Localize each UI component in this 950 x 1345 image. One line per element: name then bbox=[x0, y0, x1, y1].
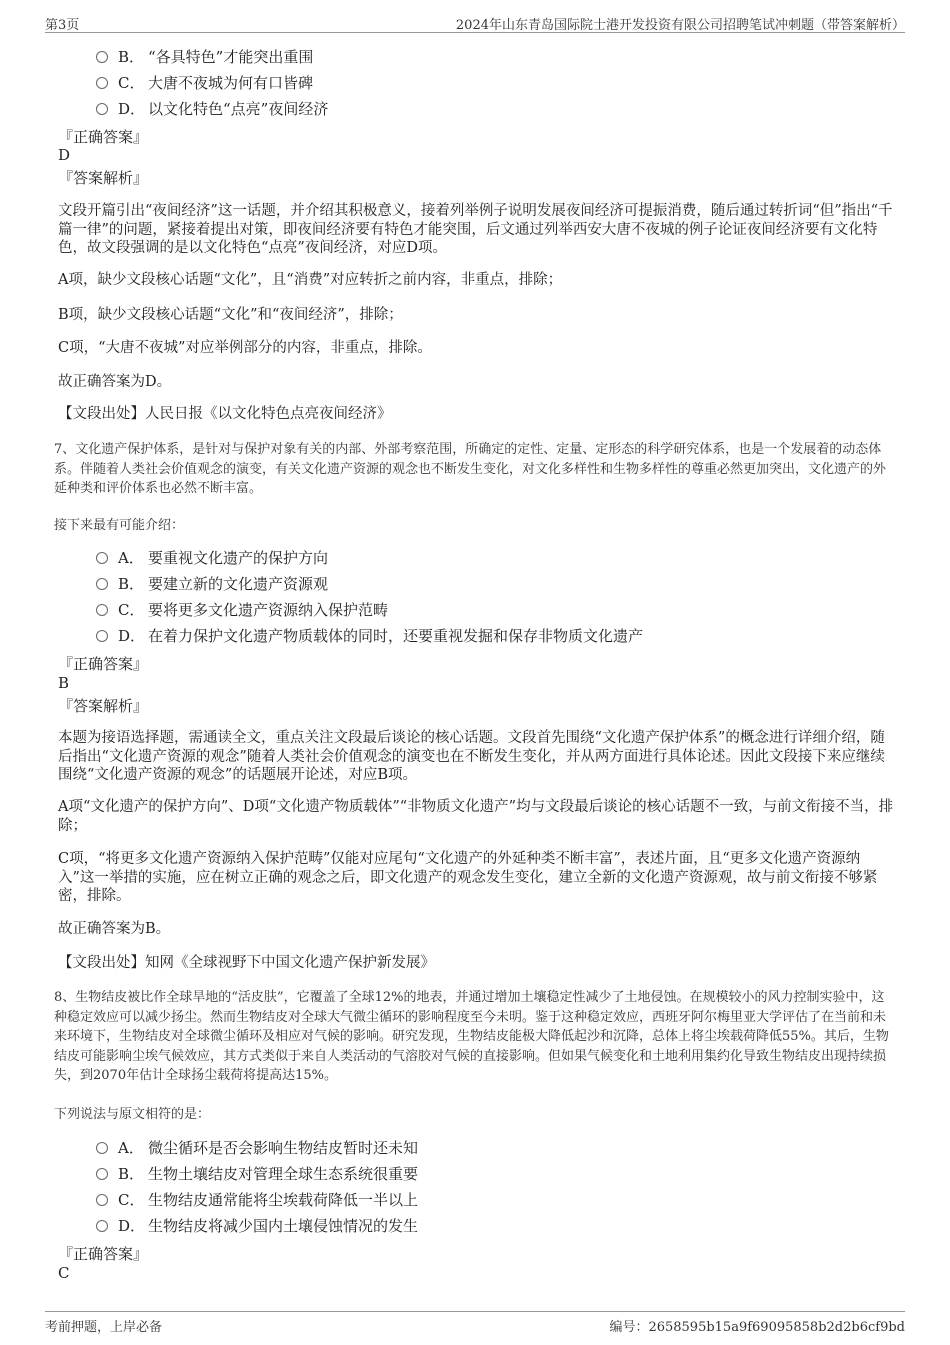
q7-option-b[interactable]: B． 要建立新的文化遗产资源观 bbox=[96, 573, 328, 595]
q7-option-a[interactable]: A． 要重视文化遗产的保护方向 bbox=[96, 547, 328, 569]
answer-value: C bbox=[58, 1264, 70, 1282]
source-citation: 【文段出处】知网《全球视野下中国文化遗产保护新发展》 bbox=[58, 955, 435, 971]
page-number: 第3页 bbox=[45, 18, 80, 33]
radio-icon[interactable] bbox=[96, 1168, 108, 1180]
analysis-paragraph: C项，“大唐不夜城”对应举例部分的内容，非重点，排除。 bbox=[58, 340, 432, 356]
radio-icon[interactable] bbox=[96, 1194, 108, 1206]
radio-icon[interactable] bbox=[96, 1142, 108, 1154]
analysis-paragraph: 故正确答案为B。 bbox=[58, 921, 171, 937]
analysis-paragraph: B项，缺少文段核心话题“文化”和“夜间经济”，排除； bbox=[58, 307, 403, 323]
analysis-paragraph: 文段开篇引出“夜间经济”这一话题，并介绍其积极意义，接着列举例子说明发展夜间经济可提振消费，随后通过转折词“但”指出“千篇一律”的问题，紧接着提出对策，即夜间经济要有特色才能突围，后文通过列举西安大唐不夜城的例子论证夜间经济要有文化特色，故文段强调的是以文化特色“点亮”夜间经济，对应D项。 bbox=[58, 203, 893, 256]
radio-icon[interactable] bbox=[96, 1220, 108, 1232]
question-text: 7、文化遗产保护体系，是针对与保护对象有关的内部、外部考察范围，所确定的定性、定量、定形态的科学研究体系，也是一个发展着的动态体系。伴随着人类社会价值观念的演变，有关文化遗产资源的观念也不断发生变化，对文化多样性和生物多样性的尊重必然更加突出，文化遗产的外延种类和评价体系也必然不断丰富。 bbox=[54, 442, 887, 496]
analysis-paragraph: A项，缺少文段核心话题“文化”，且“消费”对应转折之前内容，非重点，排除； bbox=[58, 272, 563, 288]
q7-option-d[interactable]: D． 在着力保护文化遗产物质载体的同时，还要重视发掘和保存非物质文化遗产 bbox=[96, 625, 643, 647]
question-prompt: 下列说法与原文相符的是： bbox=[54, 1107, 211, 1122]
answer-label: 『正确答案』 bbox=[58, 128, 149, 146]
q8-option-c[interactable]: C． 生物结皮通常能将尘埃载荷降低一半以上 bbox=[96, 1189, 418, 1211]
q8-option-b[interactable]: B． 生物土壤结皮对管理全球生态系统很重要 bbox=[96, 1163, 418, 1185]
analysis-paragraph: C项，“将更多文化遗产资源纳入保护范畴”仅能对应尾句“文化遗产的外延种类不断丰富”，表述片面，且“更多文化遗产资源纳入”这一举措的实施，应在树立正确的观念之后，即文化遗产的观念发生变化，建立全新的文化遗产资源观，故与前文衔接不够紧密，排除。 bbox=[58, 851, 878, 904]
answer-label: 『正确答案』 bbox=[58, 655, 149, 673]
radio-icon[interactable] bbox=[96, 552, 108, 564]
analysis-label: 『答案解析』 bbox=[58, 697, 149, 715]
q7-option-c[interactable]: C． 要将更多文化遗产资源纳入保护范畴 bbox=[96, 599, 388, 621]
analysis-paragraph: A项“文化遗产的保护方向”、D项“文化遗产物质载体”“非物质文化遗产”均与文段最后谈论的核心话题不一致，与前文衔接不当，排除； bbox=[58, 799, 894, 834]
radio-icon[interactable] bbox=[96, 51, 108, 63]
q6-option-c[interactable]: C． 大唐不夜城为何有口皆碑 bbox=[96, 72, 313, 94]
analysis-label: 『答案解析』 bbox=[58, 169, 149, 187]
document-id: 编号：2658595b15a9f69095858b2d2b6cf9bd bbox=[609, 1320, 905, 1335]
radio-icon[interactable] bbox=[96, 604, 108, 616]
radio-icon[interactable] bbox=[96, 77, 108, 89]
question-prompt: 接下来最有可能介绍： bbox=[54, 518, 185, 533]
question-text: 8、生物结皮被比作全球旱地的“活皮肤”，它覆盖了全球12%的地表，并通过增加土壤稳定性减少了土地侵蚀。在规模较小的风力控制实验中，这种稳定效应可以减少扬尘。然而生物结皮对全球大气微尘循环的影响程度至今未明。鉴于这种稳定效应，西班牙阿尔梅里亚大学评估了在当前和未来环境下，生物结皮对全球微尘循环及相应对气候的影响。研究发现，生物结皮能极大降低起沙和沉降，总体上将尘埃载荷降低55%。其后，生物结皮可能影响尘埃气候效应，其方式类似于来自人类活动的气溶胶对气候的直接影响。但如果气候变化和土地利用集约化导致生物结皮出现持续损失，到2070年估计全球扬尘载荷将提高达15%。 bbox=[54, 990, 889, 1083]
source-citation: 【文段出处】人民日报《以文化特色点亮夜间经济》 bbox=[58, 406, 392, 422]
answer-value: B bbox=[58, 674, 70, 692]
answer-value: D bbox=[58, 146, 71, 164]
analysis-paragraph: 本题为接语选择题，需通读全文，重点关注文段最后谈论的核心话题。文段首先围绕“文化遗产保护体系”的概念进行详细介绍，随后指出“文化遗产资源的观念”随着人类社会价值观念的演变也在不断发生变化，并从两方面进行具体论述。因此文段接下来应继续围绕“文化遗产资源的观念”的话题展开论述，对应B项。 bbox=[58, 730, 885, 783]
page-footer bbox=[45, 1311, 905, 1338]
radio-icon[interactable] bbox=[96, 103, 108, 115]
radio-icon[interactable] bbox=[96, 578, 108, 590]
q6-option-d[interactable]: D． 以文化特色“点亮”夜间经济 bbox=[96, 98, 328, 120]
analysis-paragraph: 故正确答案为D。 bbox=[58, 374, 172, 390]
page-header bbox=[45, 10, 905, 33]
q6-option-b[interactable]: B． “各具特色”才能突出重围 bbox=[96, 46, 313, 68]
q8-option-a[interactable]: A． 微尘循环是否会影响生物结皮暂时还未知 bbox=[96, 1137, 418, 1159]
q8-option-d[interactable]: D． 生物结皮将减少国内土壤侵蚀情况的发生 bbox=[96, 1215, 418, 1237]
footer-slogan: 考前押题，上岸必备 bbox=[45, 1320, 163, 1335]
radio-icon[interactable] bbox=[96, 630, 108, 642]
document-title: 2024年山东青岛国际院士港开发投资有限公司招聘笔试冲刺题（带答案解析） bbox=[455, 18, 905, 33]
answer-label: 『正确答案』 bbox=[58, 1245, 149, 1263]
